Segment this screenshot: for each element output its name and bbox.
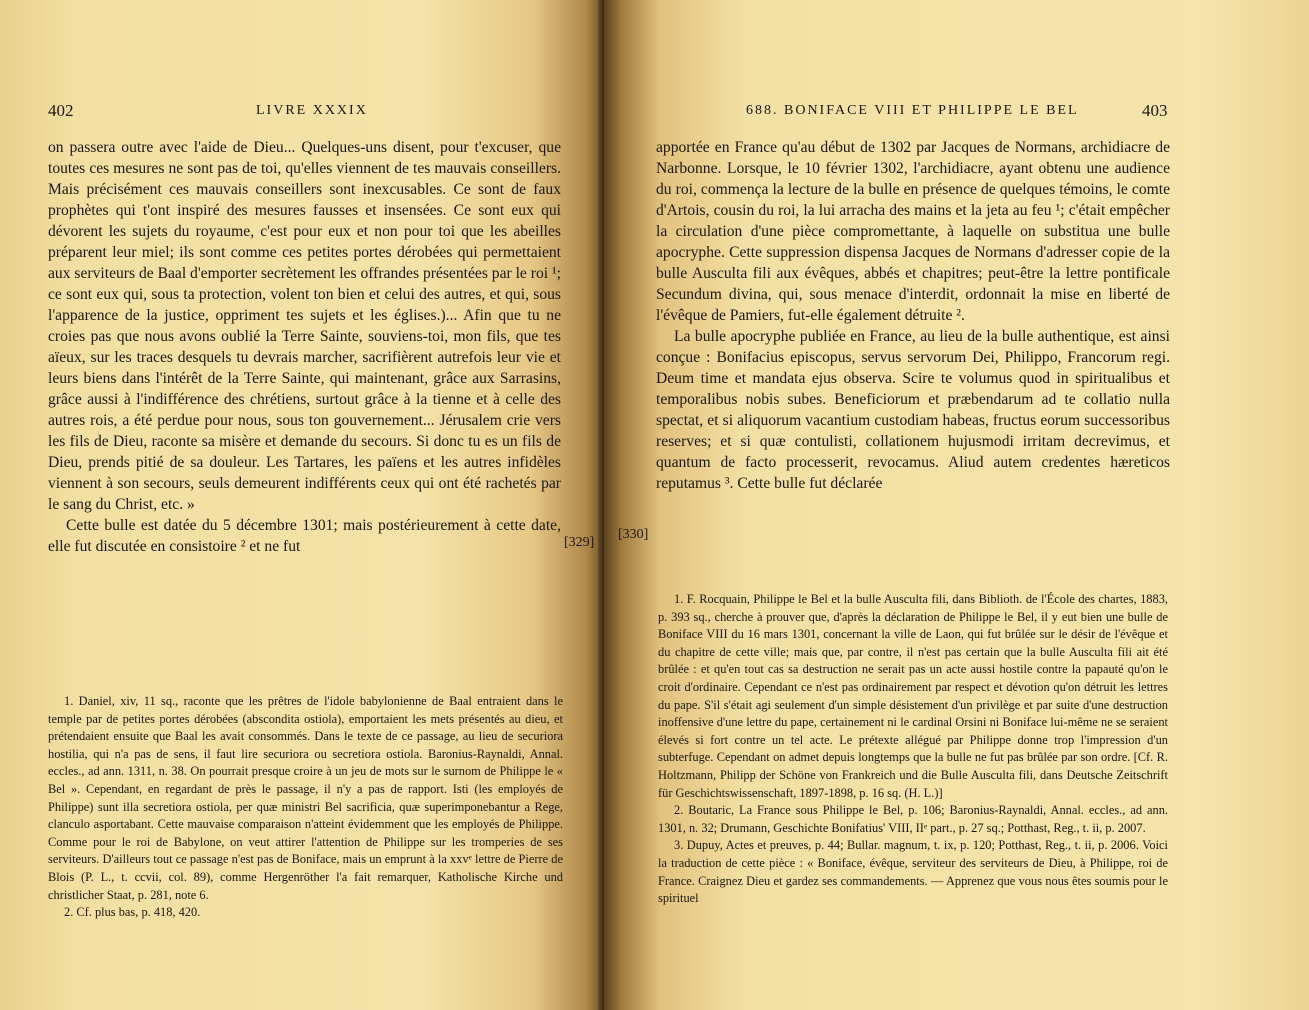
right-body-paragraph-1: apportée en France qu'au début de 1302 par Jacques de Normans, archidiacre de Narbonne. Lorsque, le 10 février 1302, l'archidiacre, ayant obtenu une audience du roi, commença la lecture de la bulle en présence de quelques témoins, le comte d'Artois, cousin du roi, la lui arracha des mains et la jeta au feu ¹; c'était empêcher la circulation d'une pièce compromettante, à laquelle on substitua une bulle apocryphe. Cette suppression dispensa Jacques de Normans d'adresser copie de la bulle Ausculta fili aux évêques, abbés et chapitres; peut-être la lettre pontificale Secundum divina, qui, sous menace d'interdit, ordonnait la mise en liberté de l'évêque de Pamiers, fut-elle également détruite ². bbox=[656, 139, 1170, 324]
right-page-number: 403 bbox=[1142, 101, 1168, 120]
left-body-paragraph-1: on passera outre avec l'aide de Dieu... Quelques-uns disent, pour t'excuser, que toutes ces mesures ne sont pas de toi, qu'elles viennent de tes mauvais conseillers. Mais précisément ces mauvais conseillers sont inexcusables. Ce sont de faux prophètes qui t'ont inspiré des mesures fausses et insensées. Ce sont eux qui dévorent les sujets du royaume, c'est pour eux et non pour toi que les abeilles préparent leur miel; ils sont comme ces petites portes dérobées qui permettaient aux serviteurs de Baal d'emporter secrètement les offrandes présentées par le roi ¹; ce sont eux qui, sous ta protection, volent ton bien et celui des autres, et qui, sous l'apparence de la justice, oppriment tes sujets et les églises.)... Afin que tu ne croies pas que nous avons oublié la Terre Sainte, souviens-toi, mon fils, que tes aïeux, sur les traces desquels tu devrais marcher, sacrifièrent autrefois leur vie et leurs biens dans l'intérêt de la Terre Sainte, qui maintenant, grâce aux Sarrasins, grâce aussi à l'indifférence des chrétiens, surtout grâce à la tienne et à celle des autres rois, a été perdue pour nous, sous ton gouvernement... Jérusalem crie vers les fils de Dieu, raconte sa misère et demande du secours. Si donc tu es un fils de Dieu, prends pitié de sa douleur. Les Tartares, les païens et les autres infidèles viennent à son secours, seuls demeurent indifférents ceux qui ont été rachetés par le sang du Christ, etc. » bbox=[48, 139, 561, 513]
right-footnote-1: 1. F. Rocquain, Philippe le Bel et la bulle Ausculta fili, dans Biblioth. de l'École des chartes, 1883, p. 393 sq., cherche à prouver que, d'après la déclaration de Philippe le Bel, il y eut bien une bulle de Boniface VIII du 16 mars 1301, concernant la ville de Laon, qui fut brûlée sur le désir de l'évêque et du chapitre de cette ville; mais que, par contre, il n'est pas certain que la bulle Ausculta fili ait été brûlée : et qu'en tout cas sa destruction ne serait pas un acte aussi hostile contre la papauté qu'on le croit d'ordinaire. Cependant ce n'est pas ordinairement par respect et dévotion qu'on détruit les lettres du pape. S'il s'était agi seulement d'un simple désistement d'un privilège et par suite d'une destruction inoffensive d'une lettre du pape, certainement ni le cardinal Orsini ni Boniface lui-même ne se seraient élevés si fort contre un tel acte. Le prétexte allégué par Philippe donne trop l'impression d'un subterfuge. Cependant on admet depuis longtemps que la bulle ne fut pas brûlée par son ordre. [Cf. R. Holtzmann, Philipp der Schöne von Frankreich und die Bulle Ausculta fili, dans Deutsche Zeitschrift für Geschichtswissenschaft, 1897-1898, p. 16 sq. (H. L.)] bbox=[658, 592, 1168, 800]
right-footnote-2: 2. Boutaric, La France sous Philippe le Bel, p. 106; Baronius-Raynaldi, Annal. eccles., ad ann. 1301, n. 32; Drumann, Geschichte Bonifatius' VIII, IIᵉ part., p. 27 sq.; Potthast, Reg., t. ii, p. 2007. bbox=[658, 803, 1168, 835]
left-margin-page-mark: [329] bbox=[564, 535, 595, 550]
left-footnote-2: 2. Cf. plus bas, p. 418, 420. bbox=[64, 905, 201, 920]
left-footnotes bbox=[48, 693, 563, 922]
right-margin-page-mark: [330] bbox=[618, 527, 649, 542]
right-page bbox=[604, 0, 1309, 1010]
left-page-number: 402 bbox=[48, 101, 74, 120]
right-body-paragraph-2: La bulle apocryphe publiée en France, au lieu de la bulle authentique, est ainsi conçue : Bonifacius episcopus, servus servorum Dei, Philippo, Francorum regi. Deum time et mandata ejus observa. Scire te volumus quod in spiritualibus et temporalibus nobis subes. Beneficiorum et præbendarum ad te collatio nulla spectat, et si aliquorum vacantium custodiam habeas, fructus eorum successoribus reserves; et si quæ contulisti, collationem hujusmodi irritam decrevimus, et quantum de facto processerit, revocamus. Aliud autem credentes hæreticos reputamus ³. Cette bulle fut déclarée bbox=[656, 328, 1170, 492]
left-page bbox=[0, 0, 604, 1010]
left-body-text bbox=[48, 137, 561, 557]
right-footnote-3: 3. Dupuy, Actes et preuves, p. 44; Bullar. magnum, t. ix, p. 120; Potthast, Reg., t. ii, p. 2006. Voici la traduction de cette pièce : « Boniface, évêque, serviteur des serviteurs de Dieu, à Philippe, roi de France. Craignez Dieu et gardez ses commandements. — Apprenez que vous nous êtes soumis pour le spirituel bbox=[658, 838, 1168, 906]
right-footnotes bbox=[658, 591, 1168, 908]
left-running-head: LIVRE XXXIX bbox=[256, 103, 368, 118]
left-body-paragraph-2: Cette bulle est datée du 5 décembre 1301; mais postérieurement à cette date, elle fut discutée en consistoire ² et ne fut bbox=[48, 517, 561, 555]
right-body-text bbox=[656, 137, 1170, 494]
left-footnote-1: 1. Daniel, xiv, 11 sq., raconte que les prêtres de l'idole babylonienne de Baal entraient dans le temple par de petites portes dérobées (abscondita ostiola), emportaient les mets présentés au dieu, et prétendaient ensuite que Baal les avait consommés. Dans le texte de ce passage, au lieu de securiora hostilia, qui n'a pas de sens, il faut lire securiora ou secretiora ostiola. Baronius-Raynaldi, Annal. eccles., ad ann. 1311, n. 38. On pourrait presque croire à un jeu de mots sur le surnom de Philippe le « Bel ». Cependant, en regardant de près le passage, il n'y a pas de rapport. Isti (les employés de Philippe) sunt illa secretiora ostiola, per quæ ministri Bel sacrificia, quæ superimponebantur a Rege, clanculo asportabant. Cette mauvaise comparaison n'atteint évidemment que les employés de Philippe. Comme pour le roi de Babylone, on veut attirer l'attention de Philippe sur les tromperies de ses serviteurs. D'ailleurs tout ce passage n'est pas de Boniface, mais un emprunt à la xxvᵉ lettre de Pierre de Blois (P. L., t. ccvii, col. 89), comme Hergenröther l'a fait remarquer, Katholische Kirche und christlicher Staat, p. 281, note 6. bbox=[48, 694, 563, 902]
right-running-head: 688. BONIFACE VIII ET PHILIPPE LE BEL bbox=[746, 103, 1079, 118]
